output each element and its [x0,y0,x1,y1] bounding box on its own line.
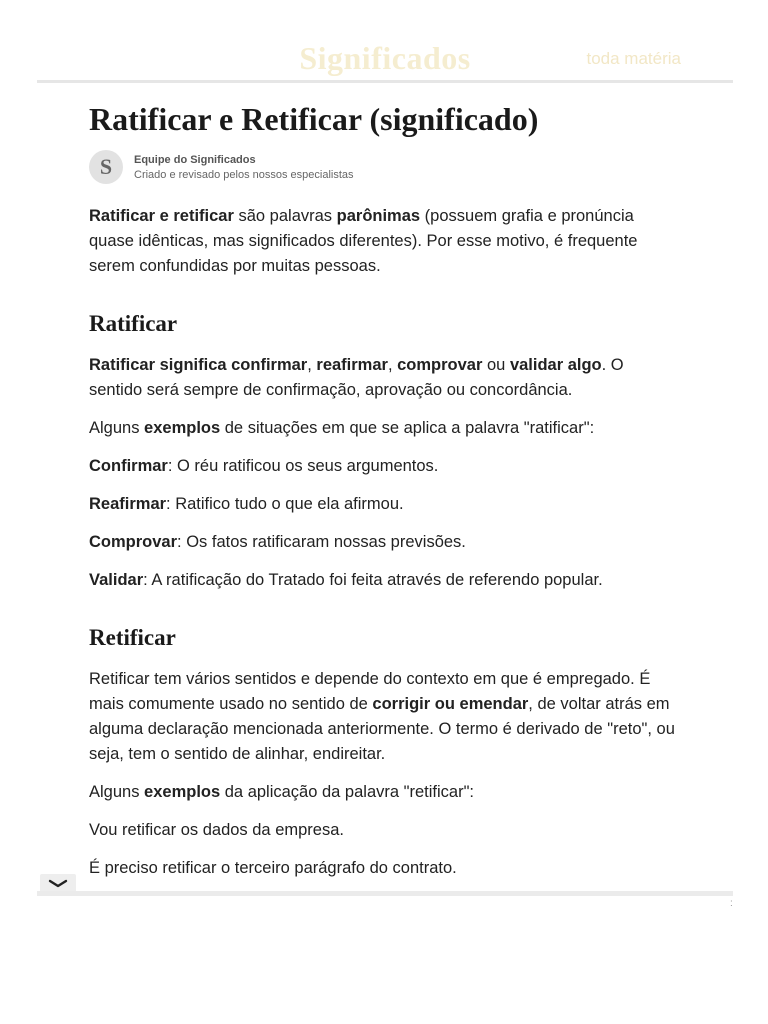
example-term: Comprovar [89,533,178,551]
ratificar-definition [89,353,679,403]
ratificar-def-bold-4: validar algo [509,356,602,374]
example-term: Validar [89,571,144,589]
ratificar-def-sep-2: , [387,356,398,374]
ratificar-example [89,568,679,593]
ratificar-ex-intro-2: de situações em que se aplica a palavra "ratificar": [220,419,595,437]
intro-text-2: (possuem grafia e pronúncia quase idênticas, mas significados diferentes). Por esse motivo, é frequente serem confundidas por muitas pessoas. [89,207,638,275]
example-term: Confirmar [89,457,168,475]
site-logo[interactable]: Significados [299,40,471,76]
ratificar-example [89,530,679,555]
footer-marker: : [730,898,733,909]
retificar-definition [89,667,679,767]
ratificar-example [89,492,679,517]
site-header [37,0,733,83]
retificar-example: É preciso retificar o terceiro parágrafo do contrato. [89,859,457,877]
bottom-divider [37,891,733,896]
ratificar-def-bold-1: Ratificar significa confirmar [89,356,308,374]
retificar-def-text-2: , de voltar atrás em alguma declaração mencionada anteriormente. O termo é derivado de "reto", ou seja, tem o sentido de alinhar, endireitar. [89,695,675,763]
author-box [89,150,679,186]
toda-materia-link[interactable]: toda matéria [586,49,681,68]
ratificar-def-bold-2: reafirmar [316,356,388,374]
example-text: : A ratificação do Tratado foi feita através de referendo popular. [143,571,603,589]
example-text: : Os fatos ratificaram nossas previsões. [177,533,466,551]
ratificar-def-bold-3: comprovar [397,356,483,374]
author-name[interactable]: Equipe do Significados [134,154,256,166]
retificar-ex-intro-bold: exemplos [144,783,221,801]
ratificar-example [89,454,679,479]
retificar-examples-intro [89,780,679,805]
ratificar-examples-intro [89,416,679,441]
example-text: : O réu ratificou os seus argumentos. [167,457,439,475]
retificar-def-bold: corrigir ou emendar [372,695,529,713]
intro-bold-terms: Ratificar e retificar [89,207,234,225]
retificar-example: Vou retificar os dados da empresa. [89,821,344,839]
article-title: Ratificar e Retificar (significado) [89,101,539,137]
example-term: Reafirmar [89,495,167,513]
example-text: : Ratifico tudo o que ela afirmou. [166,495,404,513]
author-avatar: S [89,150,123,184]
ratificar-def-sep-3: ou [482,356,510,374]
heading-ratificar: Ratificar [89,311,178,336]
intro-text-1: são palavras [233,207,337,225]
heading-retificar: Retificar [89,625,176,650]
ratificar-def-sep-1: , [307,356,317,374]
author-subtitle: Criado e revisado pelos nossos especialistas [134,169,354,181]
intro-bold-paronimas: parônimas [336,207,421,225]
retificar-ex-intro-2: da aplicação da palavra "retificar": [220,783,475,801]
ratificar-ex-intro-bold: exemplos [144,419,221,437]
ratificar-ex-intro-1: Alguns [89,419,145,437]
retificar-def-text-1: Retificar tem vários sentidos e depende do contexto em que é empregado. É mais comumente usado no sentido de [89,670,651,713]
retificar-ex-intro-1: Alguns [89,783,145,801]
ratificar-def-text: . O sentido será sempre de confirmação, aprovação ou concordância. [89,356,624,399]
intro-paragraph [89,204,679,279]
chevron-down-icon [48,879,68,889]
article [89,98,679,894]
